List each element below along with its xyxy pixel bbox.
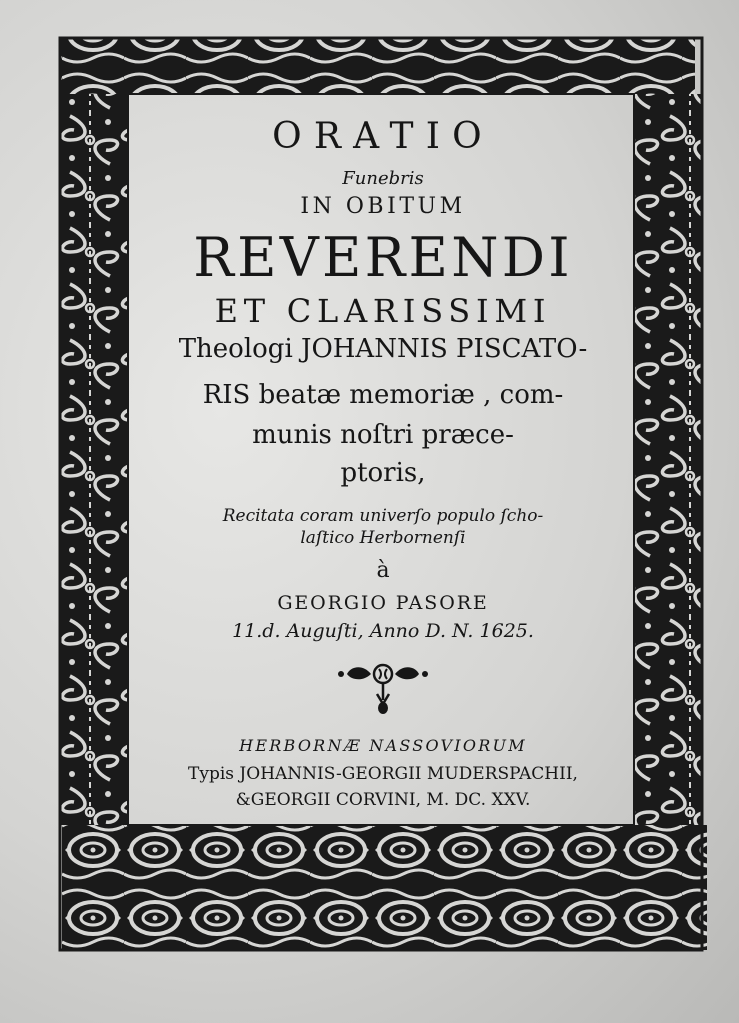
title-theologi-line: Theologi JOHANNIS PISCATO- — [178, 334, 588, 364]
imprint-place: HERBORNÆ NASSOVIORUM — [239, 736, 527, 755]
title-text-block — [128, 98, 638, 818]
author-name: GEORGIO PASORE — [277, 592, 489, 614]
title-lastico-line: laſtico Herbornenſi — [300, 528, 466, 548]
title-recitata-line: Recitata coram univerſo populo ſcho- — [222, 506, 544, 526]
title-in-obitum: IN OBITUM — [300, 194, 466, 219]
title-a-line: à — [376, 558, 390, 583]
date-line: 11.d. Auguſti, Anno D. N. 1625. — [232, 620, 534, 642]
title-funebris: Funebris — [342, 168, 424, 189]
floral-vignette-icon — [333, 660, 433, 720]
title-communis-line: munis noſtri præce- — [252, 420, 514, 450]
imprint-year: &GEORGII CORVINI, M. DC. XXV. — [235, 790, 531, 810]
title-oratio: ORATIO — [272, 116, 494, 157]
title-reverendi: REVERENDI — [193, 226, 573, 289]
title-et-clarissimi: ET CLARISSIMI — [214, 292, 552, 330]
title-memoriae-line: RIS beatæ memoriæ , com- — [202, 380, 564, 410]
imprint-printer: Typis JOHANNIS-GEORGII MUDERSPACHII, — [188, 764, 578, 784]
title-ptoris-line: ptoris, — [340, 458, 426, 488]
